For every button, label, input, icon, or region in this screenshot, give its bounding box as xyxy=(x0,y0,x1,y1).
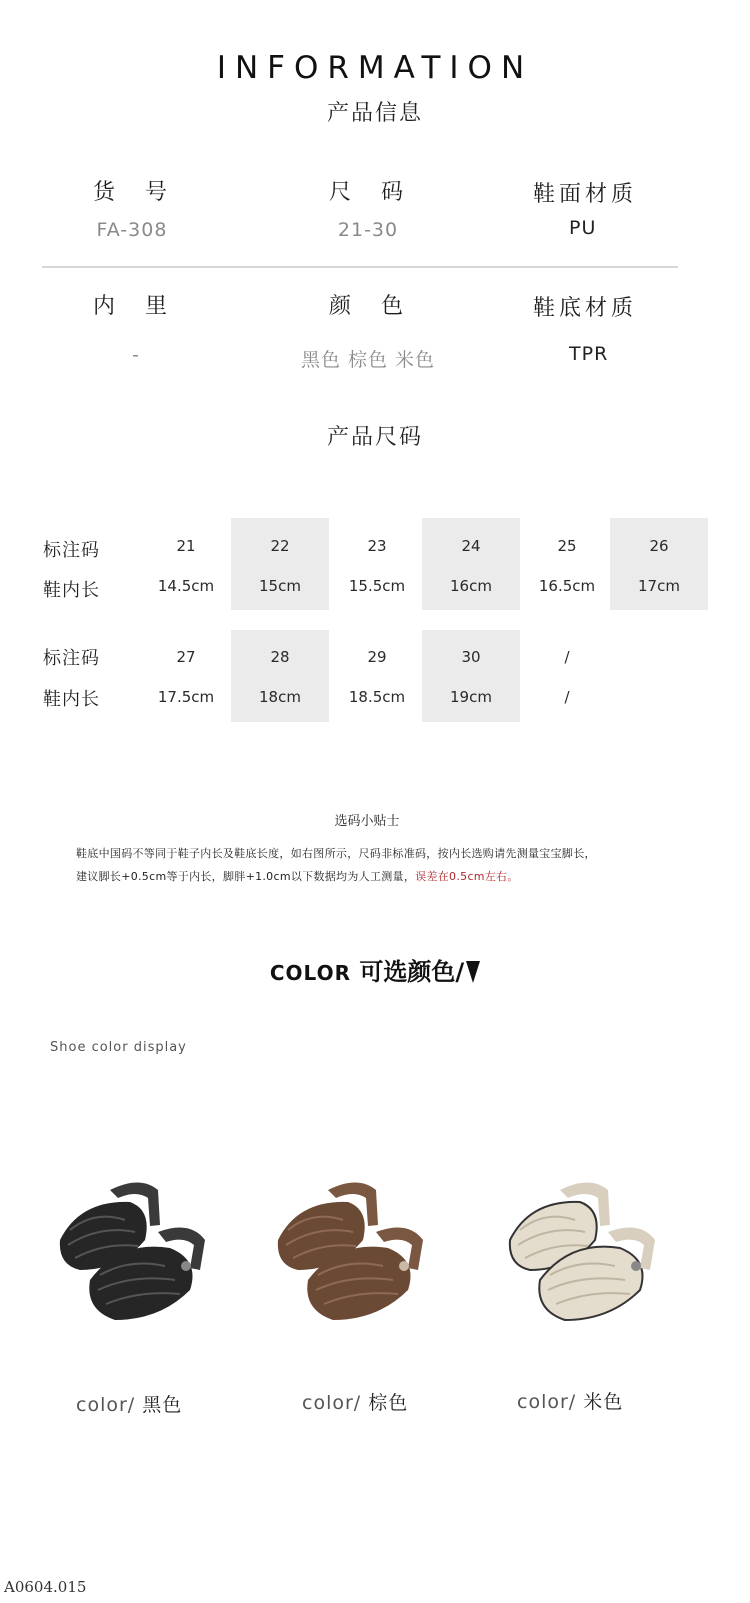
size-cell: 30 xyxy=(461,648,481,666)
tips-line-2-text: 建议脚长+0.5cm等于内长，脚胖+1.0cm以下数据均为人工测量， xyxy=(76,870,416,883)
shade-col xyxy=(610,518,708,610)
length-cell: 17.5cm xyxy=(157,688,215,706)
label-sole-material: 鞋底材质 xyxy=(532,296,637,321)
length-cell: 16.5cm xyxy=(538,577,596,595)
size-cell: 26 xyxy=(649,537,669,555)
color-caption-brown xyxy=(302,1388,408,1415)
length-cell: 15.5cm xyxy=(348,577,406,595)
label-size: 尺 码 xyxy=(328,180,407,205)
size-cell: 24 xyxy=(461,537,481,555)
size-cell: / xyxy=(564,648,570,666)
size-cell: 21 xyxy=(176,537,196,555)
info-title-en: INFORMATION xyxy=(216,50,534,86)
size-cell: 22 xyxy=(270,537,290,555)
length-cell: 18cm xyxy=(259,688,301,706)
triangle-down-icon xyxy=(466,961,480,983)
shade-col xyxy=(422,518,520,610)
product-code: A0604.015 xyxy=(4,1578,87,1596)
length-cell: 17cm xyxy=(638,577,680,595)
label-color: 颜 色 xyxy=(328,294,407,319)
value-sole-material: TPR xyxy=(569,343,609,365)
value-upper-material: PU xyxy=(569,217,597,239)
size-cell: 25 xyxy=(557,537,577,555)
size-section-title: 产品尺码 xyxy=(326,425,423,450)
color-caption-black xyxy=(76,1390,182,1417)
value-lining: - xyxy=(132,344,140,366)
divider xyxy=(42,266,678,268)
color-caption-beige xyxy=(517,1387,623,1414)
color-caption-prefix: color/ xyxy=(76,1394,136,1416)
color-section-title xyxy=(0,952,750,987)
length-cell: 18.5cm xyxy=(348,688,406,706)
tips-title: 选码小贴士 xyxy=(334,814,400,829)
shoe-image-black xyxy=(40,1170,230,1350)
shade-col xyxy=(231,630,329,722)
size-cell: 27 xyxy=(176,648,196,666)
row-label-size: 标注码 xyxy=(43,540,100,561)
value-size: 21-30 xyxy=(337,219,399,241)
shade-col xyxy=(422,630,520,722)
size-cell: 28 xyxy=(270,648,290,666)
value-color: 黑色 棕色 米色 xyxy=(300,349,436,371)
length-cell: / xyxy=(564,688,570,706)
color-title-zh: 可选颜色/ xyxy=(359,958,465,986)
color-title-en: COLOR xyxy=(269,961,351,985)
size-cell: 29 xyxy=(367,648,387,666)
row-label-size: 标注码 xyxy=(43,648,100,669)
color-caption-name: 黑色 xyxy=(142,1394,183,1416)
length-cell: 19cm xyxy=(450,688,492,706)
size-cell: 23 xyxy=(367,537,387,555)
shoe-image-beige xyxy=(490,1170,680,1350)
color-caption-prefix: color/ xyxy=(302,1392,362,1414)
row-label-length: 鞋内长 xyxy=(43,689,100,710)
label-lining: 内 里 xyxy=(92,294,171,319)
tips-line-1: 鞋底中国码不等同于鞋子内长及鞋底长度，如右图所示，尺码非标准码，按内长选购请先测量宝宝脚长， xyxy=(76,847,596,860)
shade-col xyxy=(231,518,329,610)
info-title-zh: 产品信息 xyxy=(326,101,423,126)
row-label-length: 鞋内长 xyxy=(43,580,100,601)
shoe-color-subtitle: Shoe color display xyxy=(50,1040,187,1055)
length-cell: 15cm xyxy=(259,577,301,595)
color-caption-name: 棕色 xyxy=(368,1392,409,1414)
value-item-no: FA-308 xyxy=(96,219,168,241)
label-upper-material: 鞋面材质 xyxy=(532,182,637,207)
shoe-image-brown xyxy=(258,1170,448,1350)
color-caption-name: 米色 xyxy=(583,1391,624,1413)
length-cell: 16cm xyxy=(450,577,492,595)
tips-error-note: 误差在0.5cm左右。 xyxy=(415,870,519,883)
length-cell: 14.5cm xyxy=(157,577,215,595)
label-item-no: 货 号 xyxy=(92,180,171,205)
color-caption-prefix: color/ xyxy=(517,1391,577,1413)
tips-line-2 xyxy=(76,868,716,884)
